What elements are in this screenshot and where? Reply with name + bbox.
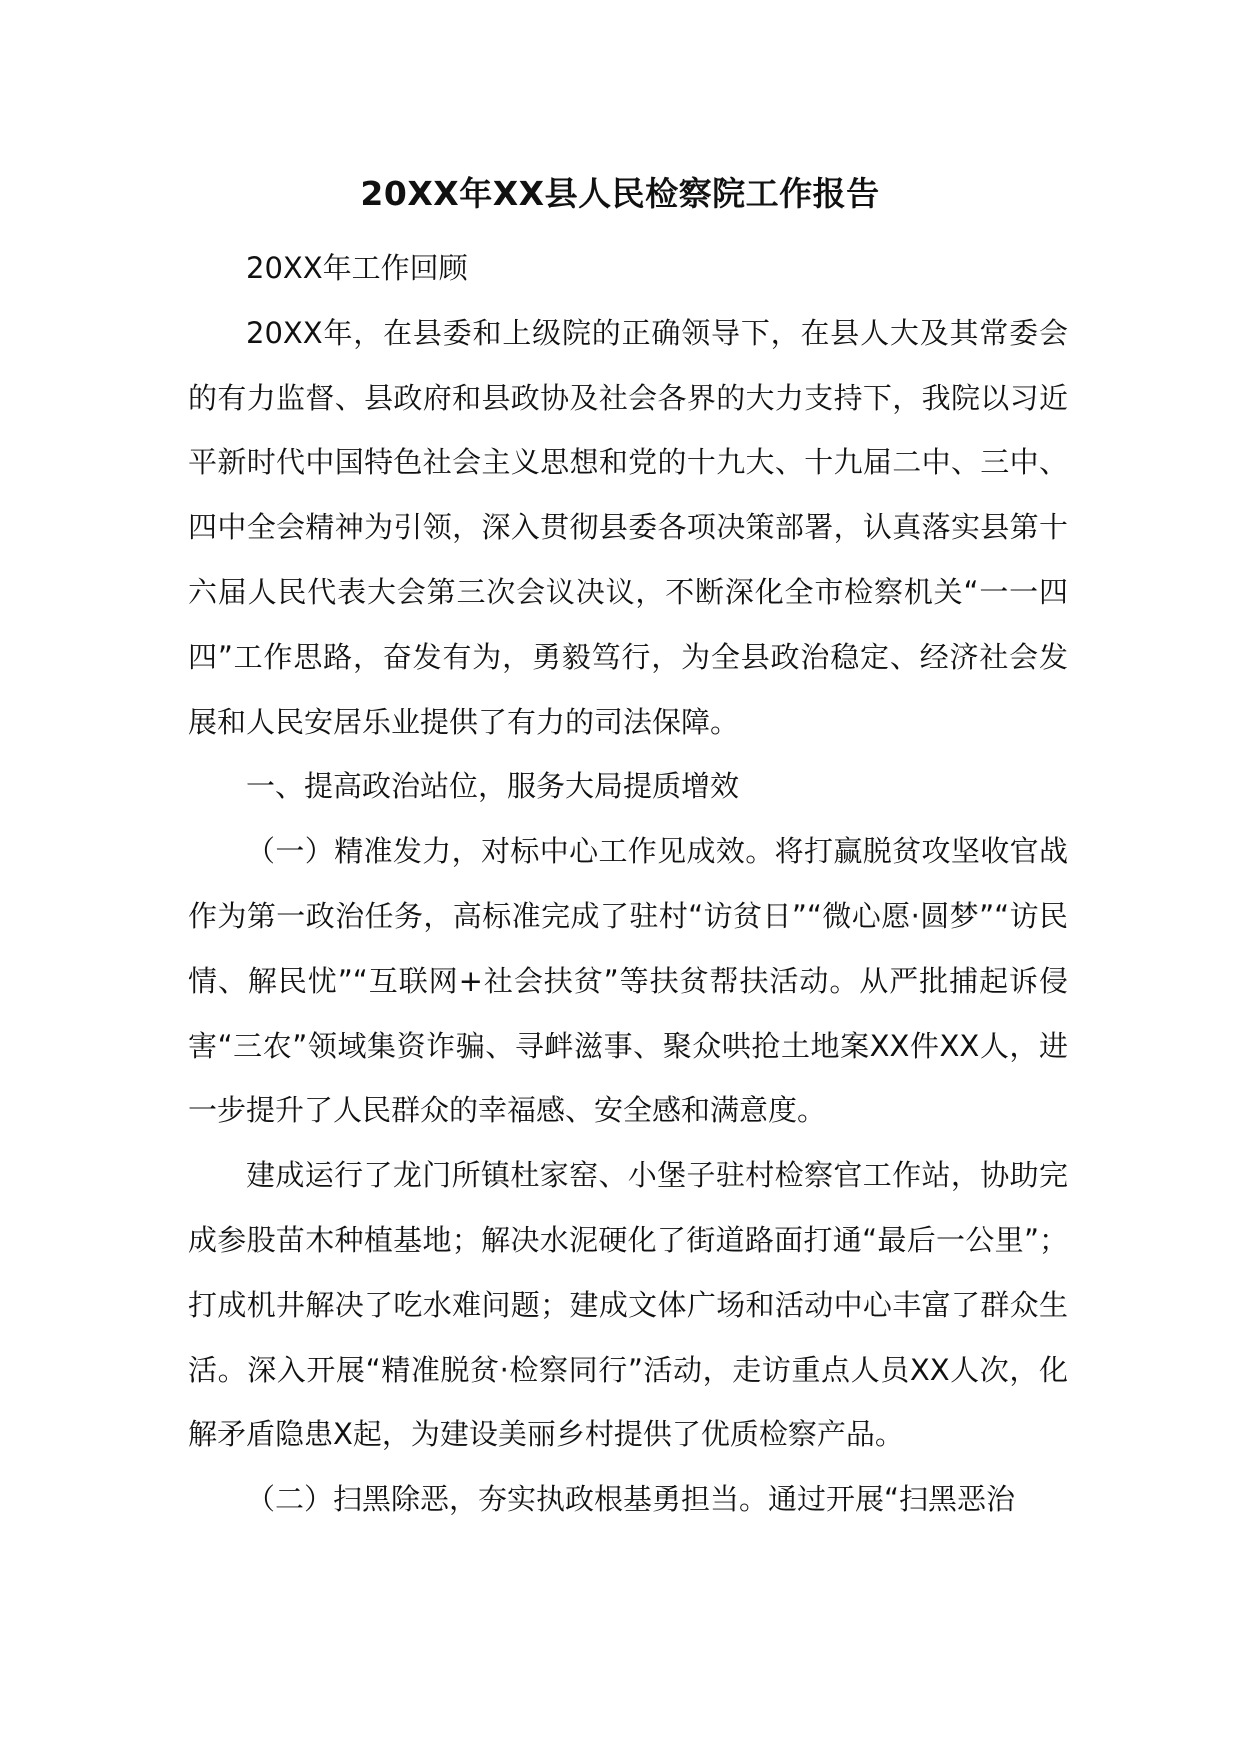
section-heading-review: 20XX年工作回顾 [246,251,468,285]
body-paragraph: 建成运行了龙门所镇杜家窑、小堡子驻村检察官工作站，协助完成参股苗木种植基地；解决水泥硬化了街道路面打通“最后一公里”；打成机井解决了吃水难问题；建成文体广场和活动中心丰富了群众生活。深入开展“精准脱贫·检察同行”活动，走访重点人员XX人次，化解矛盾隐患X起，为建设美丽乡村提供了优质检察产品。 [188,1158,1068,1452]
subsection-paragraph-one: （一）精准发力，对标中心工作见成效。将打赢脱贫攻坚收官战作为第一政治任务，高标准完成了驻村“访贫日”“微心愿·圆梦”“访民情、解民忧”“互联网+社会扶贫”等扶贫帮扶活动。从严批捕起诉侵害“三农”领域集资诈骗、寻衅滋事、聚众哄抢土地案XX件XX人，进一步提升了人民群众的幸福感、安全感和满意度。 [188,834,1068,1128]
subsection-paragraph-two: （二）扫黑除恶，夯实执政根基勇担当。通过开展“扫黑恶治 [246,1482,1016,1517]
document-title: 20XX年XX县人民检察院工作报告 [360,174,880,213]
document-body [188,236,1068,1532]
section-heading-one: 一、提高政治站位，服务大局提质增效 [246,769,740,804]
intro-paragraph: 20XX年，在县委和上级院的正确领导下，在县人大及其常委会的有力监督、县政府和县政协及社会各界的大力支持下，我院以习近平新时代中国特色社会主义思想和党的十九大、十九届二中、三中、四中全会精神为引领，深入贯彻县委各项决策部署，认真落实县第十六届人民代表大会第三次会议决议，不断深化全市检察机关“一一四四”工作思路，奋发有为，勇毅笃行，为全县政治稳定、经济社会发展和人民安居乐业提供了有力的司法保障。 [188,315,1068,739]
